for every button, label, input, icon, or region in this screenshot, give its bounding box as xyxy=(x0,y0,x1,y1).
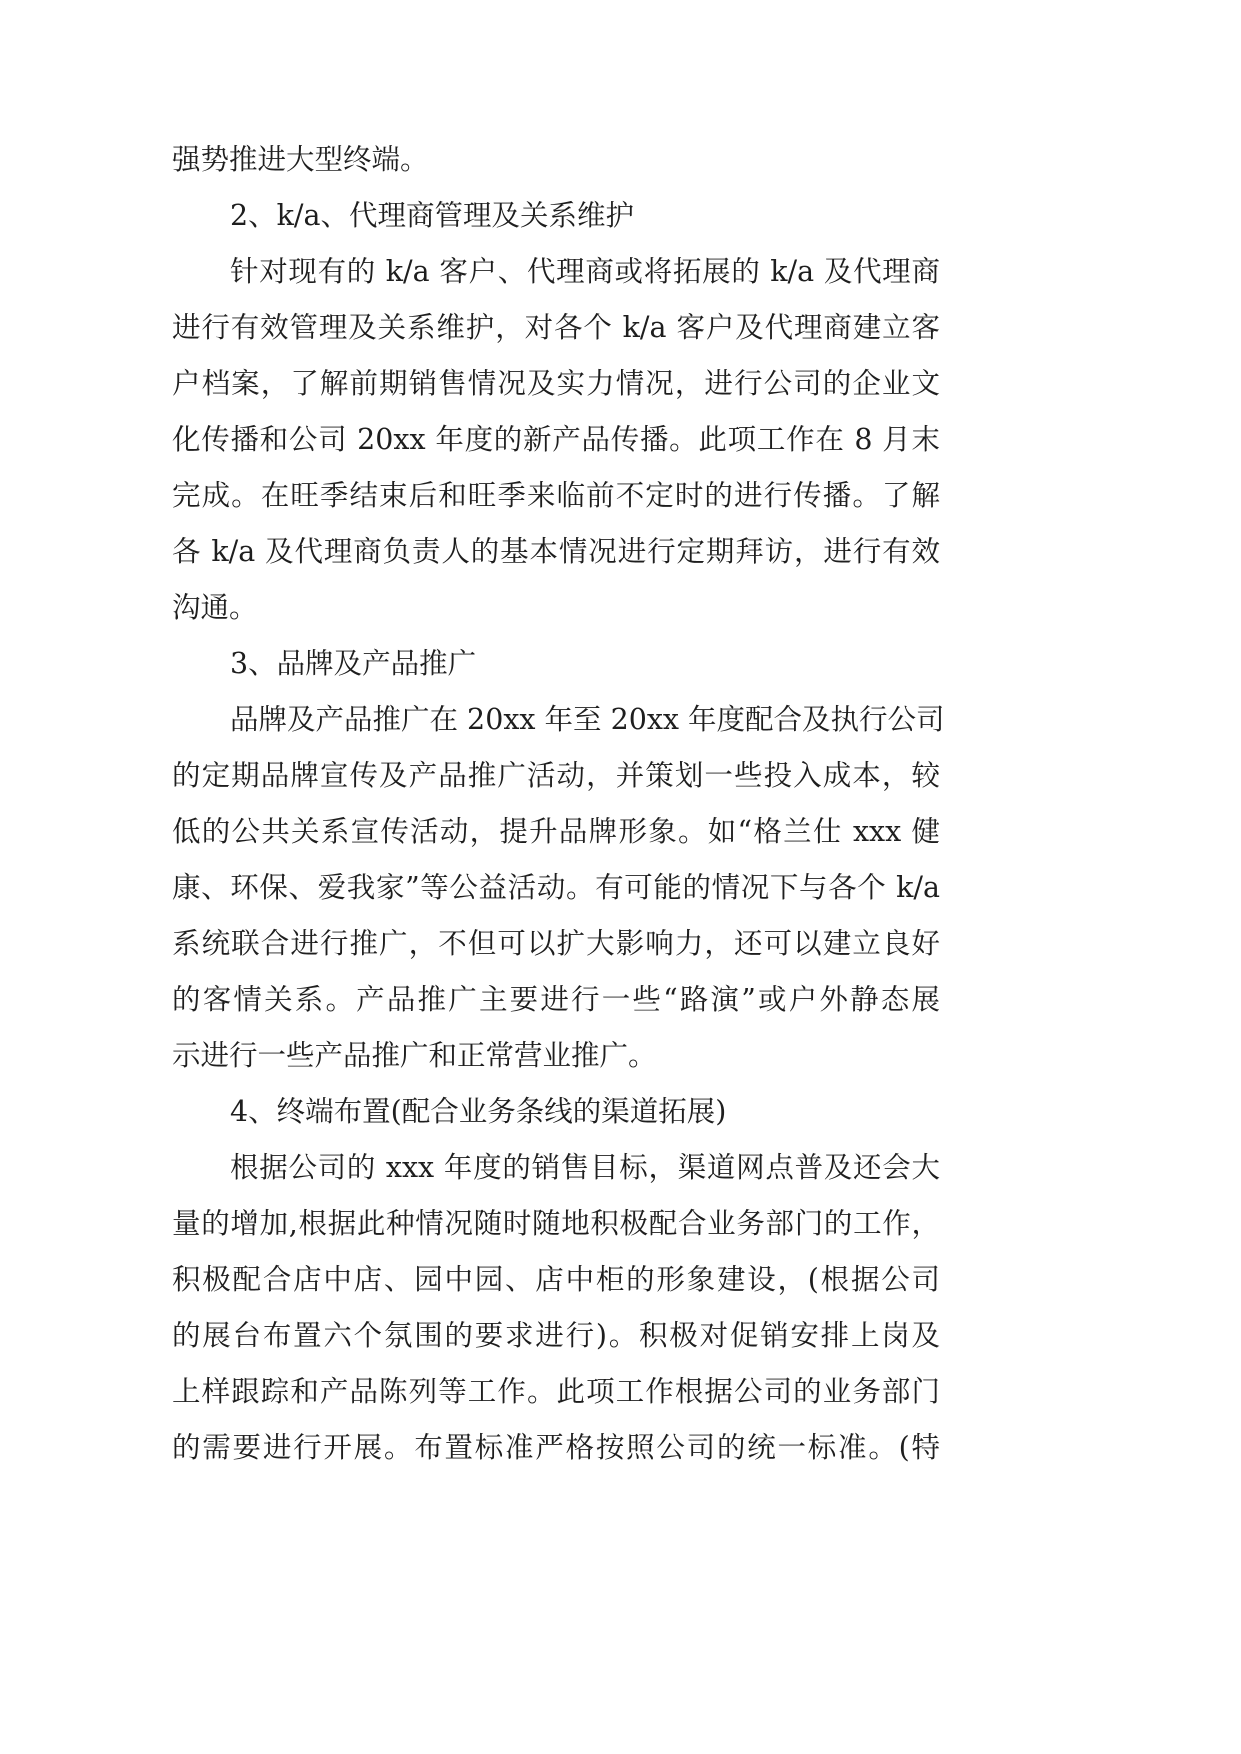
paragraph-line: 化传播和公司 20xx 年度的新产品传播。此项工作在 8 月末 xyxy=(172,423,940,456)
paragraph-line: 根据公司的 xxx 年度的销售目标，渠道网点普及还会大 xyxy=(230,1151,940,1184)
paragraph-line: 低的公共关系宣传活动，提升品牌形象。如“格兰仕 xxx 健 xyxy=(172,815,940,848)
paragraph xyxy=(172,244,940,636)
paragraph-line: 积极配合店中店、园中园、店中柜的形象建设，(根据公司 xyxy=(172,1263,940,1296)
paragraph-line: 针对现有的 k/a 客户、代理商或将拓展的 k/a 及代理商 xyxy=(230,255,940,288)
paragraph xyxy=(172,692,945,1084)
paragraph-line: 沟通。 xyxy=(172,591,258,624)
section-2 xyxy=(172,188,940,636)
continued-paragraph xyxy=(172,132,940,188)
paragraph-line: 完成。在旺季结束后和旺季来临前不定时的进行传播。了解 xyxy=(172,479,940,512)
paragraph-line: 的客情关系。产品推广主要进行一些“路演”或户外静态展 xyxy=(172,983,940,1016)
paragraph-line: 进行有效管理及关系维护，对各个 k/a 客户及代理商建立客 xyxy=(172,311,940,344)
paragraph-line: 系统联合进行推广，不但可以扩大影响力，还可以建立良好 xyxy=(172,927,940,960)
paragraph-line: 的需要进行开展。布置标准严格按照公司的统一标准。(特 xyxy=(172,1431,940,1464)
paragraph-line: 的定期品牌宣传及产品推广活动，并策划一些投入成本，较 xyxy=(172,759,940,792)
paragraph xyxy=(172,1140,940,1476)
section-heading: 4、终端布置(配合业务条线的渠道拓展) xyxy=(230,1095,727,1128)
paragraph-line: 示进行一些产品推广和正常营业推广。 xyxy=(172,1039,657,1072)
paragraph-line: 的展台布置六个氛围的要求进行)。积极对促销安排上岗及 xyxy=(172,1319,940,1352)
section-heading: 3、品牌及产品推广 xyxy=(230,647,477,680)
paragraph-line: 上样跟踪和产品陈列等工作。此项工作根据公司的业务部门 xyxy=(172,1375,940,1408)
paragraph-line: 户档案，了解前期销售情况及实力情况，进行公司的企业文 xyxy=(172,367,940,400)
paragraph-line: 强势推进大型终端。 xyxy=(172,143,429,176)
paragraph-line: 康、环保、爱我家”等公益活动。有可能的情况下与各个 k/a xyxy=(172,871,940,904)
paragraph-line: 品牌及产品推广在 20xx 年至 20xx 年度配合及执行公司 xyxy=(230,703,945,736)
body-text xyxy=(172,132,945,1476)
paragraph-line: 各 k/a 及代理商负责人的基本情况进行定期拜访，进行有效 xyxy=(172,535,940,568)
section-3 xyxy=(172,636,945,1084)
section-heading: 2、k/a、代理商管理及关系维护 xyxy=(230,199,634,232)
paragraph-line: 量的增加,根据此种情况随时随地积极配合业务部门的工作， xyxy=(172,1207,940,1240)
section-4 xyxy=(172,1084,940,1476)
